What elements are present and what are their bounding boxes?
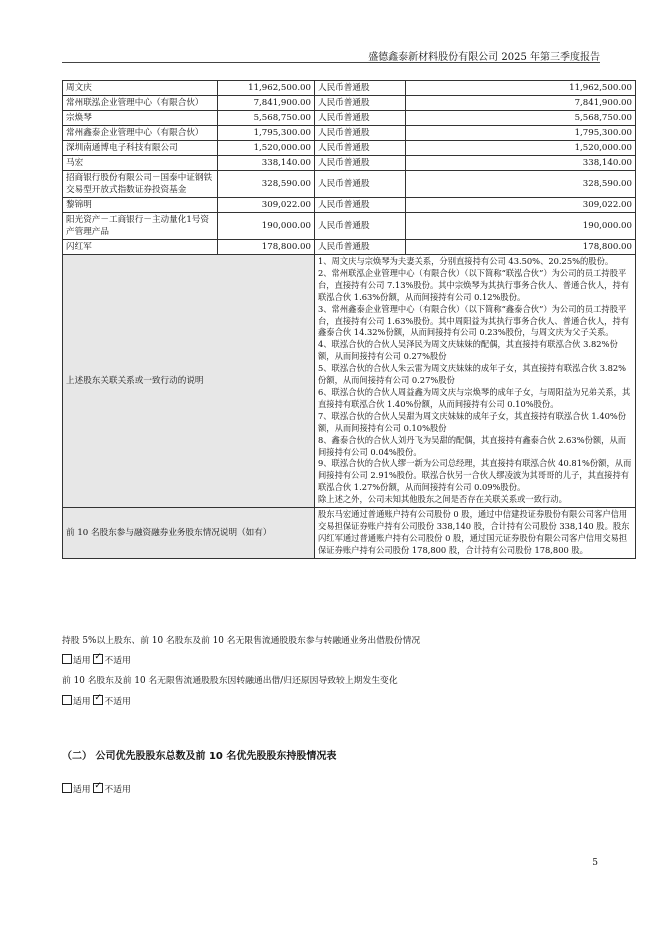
holder-name: 常州鑫泰企业管理中心（有限合伙） bbox=[63, 126, 218, 141]
q1-text: 持股 5%以上股东、前 10 名股东及前 10 名无限售流通股股东参与转融通业务出借股份情况 bbox=[62, 636, 421, 646]
table-row bbox=[63, 156, 636, 171]
relation-paragraph: 1、周文庆与宗焕琴为夫妻关系，分别直接持有公司 43.50%、20.25%的股份。 bbox=[317, 256, 614, 266]
share-amount: 309,022.00 bbox=[405, 198, 635, 213]
table-row bbox=[63, 111, 636, 126]
checked-box-icon[interactable] bbox=[93, 654, 103, 664]
q2-no-label: 不适用 bbox=[104, 697, 131, 707]
margin-text: 股东马宏通过普通账户持有公司股份 0 股，通过中信建投证券股份有限公司客户信用交易担保证券账户持有公司股份 338,140 股，合计持有公司股份 338,140 股。股东闪红军通过普通账户持有公司股份 0 股，通过国元证券股份有限公司客户信用交易担保证券账户持有公司股份 178,800 股，合计持有公司股份 178,800 股。 bbox=[314, 508, 635, 559]
report-title: 盛德鑫泰新材料股份有限公司 2025 年第三季度报告 bbox=[368, 52, 600, 63]
share-type: 人民币普通股 bbox=[314, 126, 405, 141]
section-options bbox=[62, 782, 131, 795]
share-amount: 1,795,300.00 bbox=[405, 126, 635, 141]
relation-paragraph: 6、联泓合伙的合伙人周益鑫为周文庆与宗焕琴的成年子女，与周阳益为兄弟关系，其直接持有联泓合伙 1.40%份额，从而间接持有公司 0.10%股份。 bbox=[317, 386, 631, 409]
unchecked-box-icon[interactable] bbox=[62, 783, 72, 793]
margin-label: 前 10 名股东参与融资融券业务股东情况说明（如有） bbox=[63, 508, 315, 559]
unchecked-box-icon[interactable] bbox=[62, 654, 72, 664]
holder-shares: 190,000.00 bbox=[218, 213, 315, 240]
holder-shares: 7,841,900.00 bbox=[218, 96, 315, 111]
section-no-label: 不适用 bbox=[104, 785, 131, 795]
margin-row bbox=[63, 508, 636, 559]
holder-name: 宗焕琴 bbox=[63, 111, 218, 126]
share-type: 人民币普通股 bbox=[314, 240, 405, 255]
holder-name: 常州联泓企业管理中心（有限合伙） bbox=[63, 96, 218, 111]
table-row bbox=[63, 171, 636, 198]
section-yes-label: 适用 bbox=[73, 785, 91, 795]
relation-paragraph: 5、联泓合伙的合伙人朱云雷为周文庆妹妹的成年子女，其直接持有联泓合伙 3.82%份额，从而间接持有公司 0.27%股份 bbox=[317, 363, 627, 386]
relation-paragraph: 9、联泓合伙的合伙人缪一新为公司总经理，其直接持有联泓合伙 40.81%份额，从而间接持有公司 2.91%股份。联泓合伙另一合伙人缪凌波为其哥哥的儿子，其直接持有联泓合伙 1.27%份额，从而间接持有公司 0.09%股份。 bbox=[317, 458, 632, 493]
relation-paragraph: 2、常州联泓企业管理中心（有限合伙）（以下简称“联泓合伙”）为公司的员工持股平台，直接持有公司 7.13%股份。其中宗焕琴为其执行事务合伙人、普通合伙人，持有联泓合伙 1.63%份额，从而间接持有公司 0.12%股份。 bbox=[317, 267, 630, 302]
unchecked-box-icon[interactable] bbox=[62, 695, 72, 705]
relation-paragraph: 3、常州鑫泰企业管理中心（有限合伙）（以下简称“鑫泰合伙”）为公司的员工持股平台，直接持有公司 1.63%股份。其中周阳益为其执行事务合伙人、普通合伙人，持有鑫泰合伙 14.32%份额，从而间接持有公司 0.23%股份，与周文庆为父子关系。 bbox=[317, 303, 630, 338]
checked-box-icon[interactable] bbox=[93, 783, 103, 793]
table-row bbox=[63, 240, 636, 255]
share-type: 人民币普通股 bbox=[314, 198, 405, 213]
relation-text bbox=[314, 255, 635, 508]
share-amount: 328,590.00 bbox=[405, 171, 635, 198]
checked-box-icon[interactable] bbox=[93, 695, 103, 705]
relation-paragraph: 7、联泓合伙的合伙人吴甜为周文庆妹妹的成年子女，其直接持有联泓合伙 1.40%份额，从而间接持有公司 0.10%股份 bbox=[317, 410, 627, 433]
holder-name: 招商银行股份有限公司－国泰中证钢铁交易型开放式指数证券投资基金 bbox=[63, 171, 218, 198]
share-amount: 7,841,900.00 bbox=[405, 96, 635, 111]
q2-options bbox=[62, 694, 131, 707]
share-type: 人民币普通股 bbox=[314, 96, 405, 111]
holder-shares: 1,795,300.00 bbox=[218, 126, 315, 141]
share-amount: 190,000.00 bbox=[405, 213, 635, 240]
holder-shares: 338,140.00 bbox=[218, 156, 315, 171]
share-type: 人民币普通股 bbox=[314, 171, 405, 198]
table-row bbox=[63, 126, 636, 141]
share-amount: 338,140.00 bbox=[405, 156, 635, 171]
share-amount: 11,962,500.00 bbox=[405, 81, 635, 96]
share-type: 人民币普通股 bbox=[314, 213, 405, 240]
holder-shares: 178,800.00 bbox=[218, 240, 315, 255]
holder-name: 黎锦明 bbox=[63, 198, 218, 213]
table-row bbox=[63, 213, 636, 240]
holder-shares: 1,520,000.00 bbox=[218, 141, 315, 156]
q1-yes-label: 适用 bbox=[73, 656, 91, 666]
relation-paragraph: 8、鑫泰合伙的合伙人刘丹飞为吴甜的配偶，其直接持有鑫泰合伙 2.63%份额，从而间接持有公司 0.04%股份。 bbox=[317, 434, 627, 457]
share-type: 人民币普通股 bbox=[314, 156, 405, 171]
holder-name: 阳光资产－工商银行－主动量化1号资产管理产品 bbox=[63, 213, 218, 240]
holder-shares: 309,022.00 bbox=[218, 198, 315, 213]
relation-paragraph: 除上述之外，公司未知其他股东之间是否存在关联关系或一致行动。 bbox=[317, 494, 567, 505]
table-row bbox=[63, 141, 636, 156]
share-type: 人民币普通股 bbox=[314, 111, 405, 126]
holder-shares: 5,568,750.00 bbox=[218, 111, 315, 126]
q2-yes-label: 适用 bbox=[73, 697, 91, 707]
holder-name: 周文庆 bbox=[63, 81, 218, 96]
relation-label: 上述股东关联关系或一致行动的说明 bbox=[63, 255, 315, 508]
q1-no-label: 不适用 bbox=[104, 656, 131, 666]
page-header bbox=[62, 44, 600, 63]
relation-paragraph: 4、联泓合伙的合伙人吴泽民为周文庆妹妹的配偶，其直接持有联泓合伙 3.82%份额，从而间接持有公司 0.27%股份 bbox=[317, 339, 618, 362]
page-number: 5 bbox=[592, 858, 598, 868]
holder-name: 马宏 bbox=[63, 156, 218, 171]
q1-options bbox=[62, 653, 131, 666]
holder-shares: 328,590.00 bbox=[218, 171, 315, 198]
shareholders-table bbox=[62, 80, 636, 559]
share-amount: 1,520,000.00 bbox=[405, 141, 635, 156]
share-amount: 178,800.00 bbox=[405, 240, 635, 255]
table-row bbox=[63, 96, 636, 111]
share-type: 人民币普通股 bbox=[314, 81, 405, 96]
q2-text: 前 10 名股东及前 10 名无限售流通股股东因转融通出借/归还原因导致较上期发生变化 bbox=[62, 676, 398, 686]
relation-row bbox=[63, 255, 636, 508]
holder-shares: 11,962,500.00 bbox=[218, 81, 315, 96]
share-amount: 5,568,750.00 bbox=[405, 111, 635, 126]
holder-name: 深圳南通博电子科技有限公司 bbox=[63, 141, 218, 156]
share-type: 人民币普通股 bbox=[314, 141, 405, 156]
table-row bbox=[63, 81, 636, 96]
holder-name: 闪红军 bbox=[63, 240, 218, 255]
section-title: （二） 公司优先股股东总数及前 10 名优先股股东持股情况表 bbox=[62, 751, 337, 762]
table-row bbox=[63, 198, 636, 213]
